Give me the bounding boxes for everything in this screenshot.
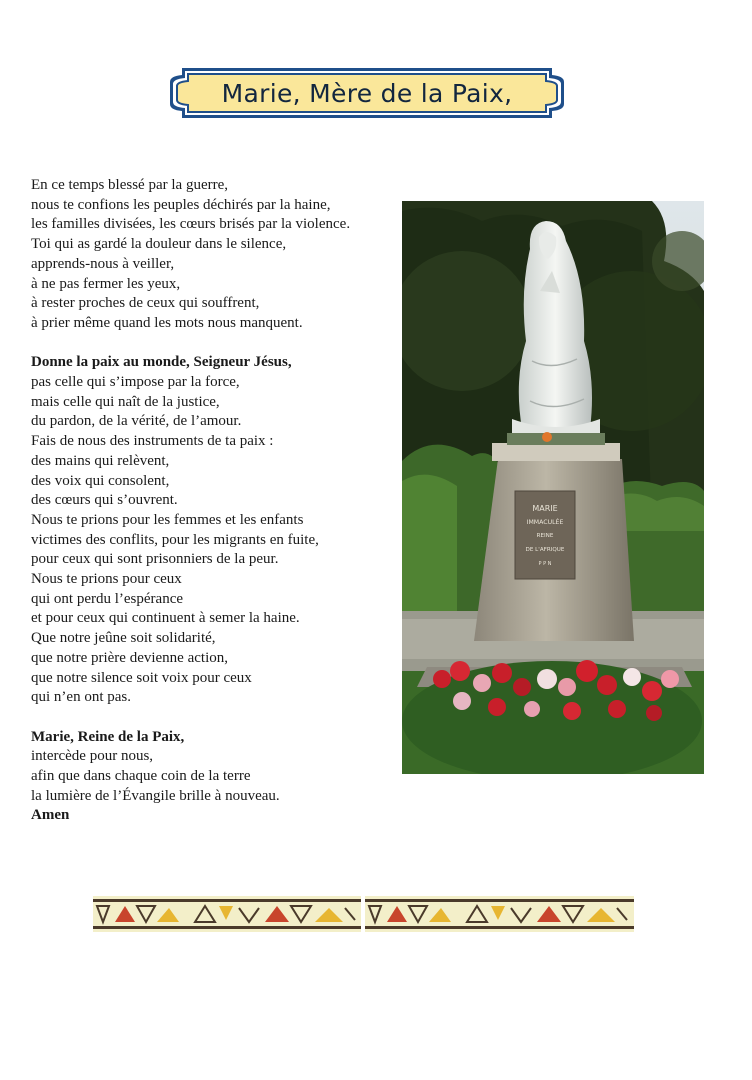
prayer-line: Nous te prions pour ceux [31,571,182,588]
stanza-heading: Donne la paix au monde, Seigneur Jésus, [31,354,292,371]
prayer-line: que notre prière devienne action, [31,649,228,666]
prayer-line: la lumière de l’Évangile brille à nouveau. [31,787,280,804]
plaque-line: MARIE [532,504,558,513]
prayer-line: que notre silence soit voix pour ceux [31,669,252,686]
page-title: Marie, Mère de la Paix, [221,78,513,108]
plaque-line: DE L'AFRIQUE [525,547,565,553]
stanza-2 [31,353,396,708]
stanza-heading: Marie, Reine de la Paix, [31,728,185,745]
prayer-line: pas celle qui s’impose par la force, [31,374,240,391]
prayer-line: afin que dans chaque coin de la terre [31,768,251,785]
prayer-line: qui n’en ont pas. [31,689,131,706]
prayer-line: des voix qui consolent, [31,472,170,489]
title-banner [168,66,566,120]
prayer-line: Nous te prions pour les femmes et les enfants [31,511,304,528]
prayer-line: des mains qui relèvent, [31,452,170,469]
prayer-line: victimes des conflits, pour les migrants en fuite, [31,531,319,548]
statue-photo [402,201,704,774]
prayer-line: des cœurs qui s’ouvrent. [31,492,178,509]
stanza-1 [31,176,396,334]
prayer-line: à ne pas fermer les yeux, [31,275,181,292]
prayer-line: Que notre jeûne soit solidarité, [31,630,216,647]
closing-amen: Amen [31,807,70,824]
prayer-line: à rester proches de ceux qui souffrent, [31,295,260,312]
prayer-line: Toi qui as gardé la douleur dans le silence, [31,236,287,253]
prayer-line: pour ceux qui sont prisonniers de la peur. [31,551,279,568]
prayer-line: En ce temps blessé par la guerre, [31,177,228,193]
prayer-line: intercède pour nous, [31,748,154,765]
decorative-border [93,896,634,932]
prayer-text [31,176,396,826]
plaque-line: P P N [538,561,552,567]
prayer-line: nous te confions les peuples déchirés par la haine, [31,196,331,213]
prayer-line: du pardon, de la vérité, de l’amour. [31,413,242,430]
prayer-line: mais celle qui naît de la justice, [31,393,220,410]
prayer-line: Fais de nous des instruments de ta paix : [31,433,274,450]
prayer-line: les familles divisées, les cœurs brisés par la violence. [31,216,351,233]
prayer-line: et pour ceux qui continuent à semer la haine. [31,610,300,627]
prayer-line: qui ont perdu l’espérance [31,590,184,607]
plaque-line: IMMACULÉE [526,519,564,526]
plaque-line: REINE [536,533,554,539]
prayer-line: à prier même quand les mots nous manquent. [31,314,303,331]
stanza-3 [31,728,396,827]
prayer-line: apprends-nous à veiller, [31,255,175,272]
